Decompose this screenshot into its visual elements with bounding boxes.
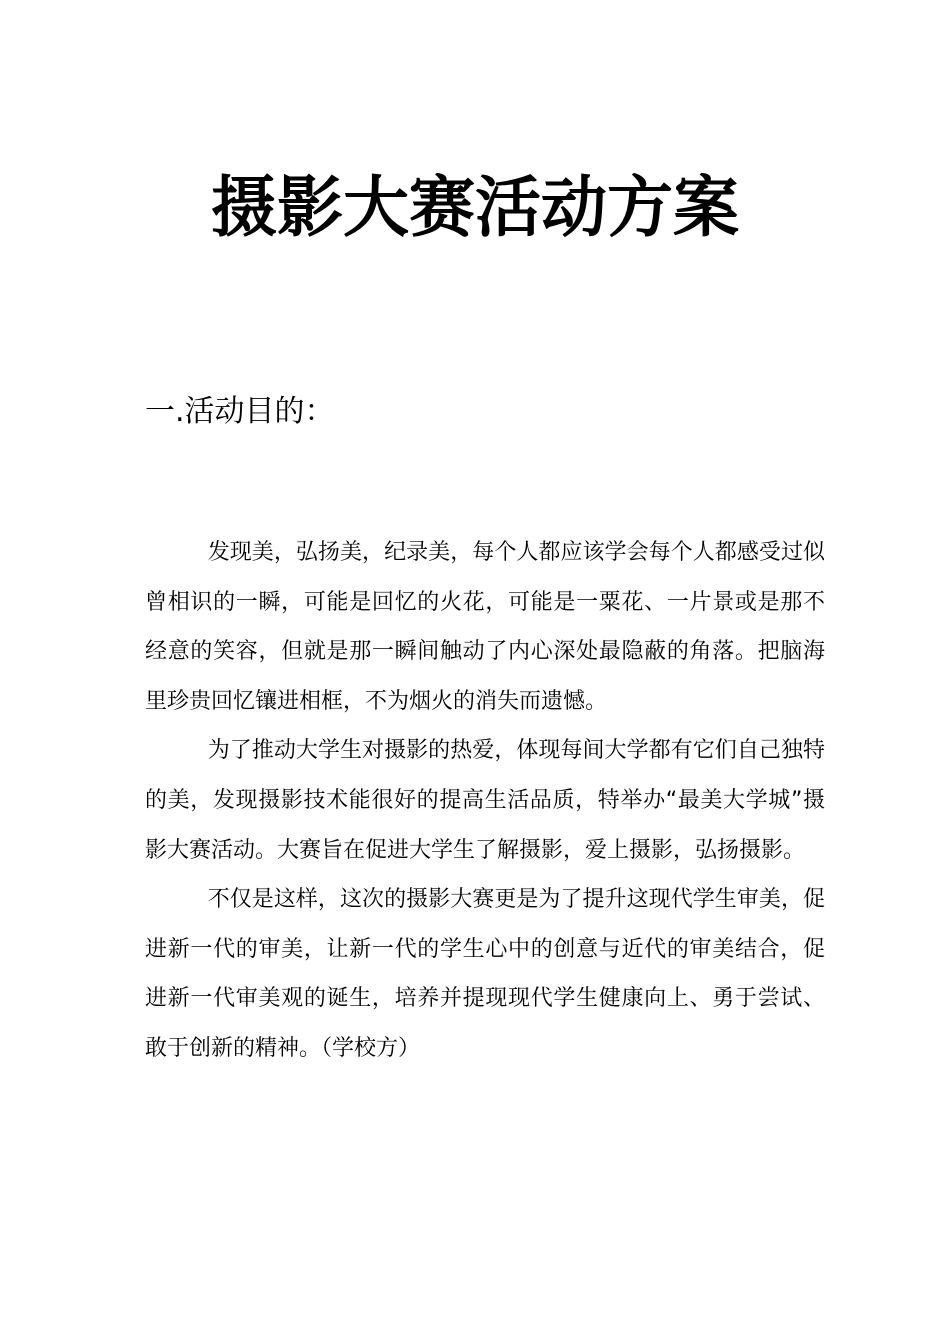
paragraph: 不仅是这样，这次的摄影大赛更是为了提升这现代学生审美，促进新一代的审美，让新一代的学生心中的创意与近代的审美结合，促进新一代审美观的诞生，培养并提现现代学生健康向上、勇于尝试、敢于创新的精神。（学校方） — [145, 887, 825, 1061]
paragraph: 发现美，弘扬美，纪录美，每个人都应该学会每个人都感受过似曾相识的一瞬，可能是回忆的火花，可能是一粟花、一片景或是那不经意的笑容，但就是那一瞬间触动了内心深处最隐蔽的角落。把脑海里珍贵回忆镶进相框，不为烟火的消失而遗憾。 — [145, 540, 825, 714]
document-title: 摄影大赛活动方案 — [211, 169, 739, 246]
paragraph: 为了推动大学生对摄影的热爱，体现每间大学都有它们自己独特的美，发现摄影技术能很好的提高生活品质，特举办“最美大学城”摄影大赛活动。大赛旨在促进大学生了解摄影，爱上摄影，弘扬摄影。 — [145, 738, 825, 863]
body-text — [145, 528, 825, 1074]
section-heading: 一.活动目的： — [145, 394, 335, 429]
